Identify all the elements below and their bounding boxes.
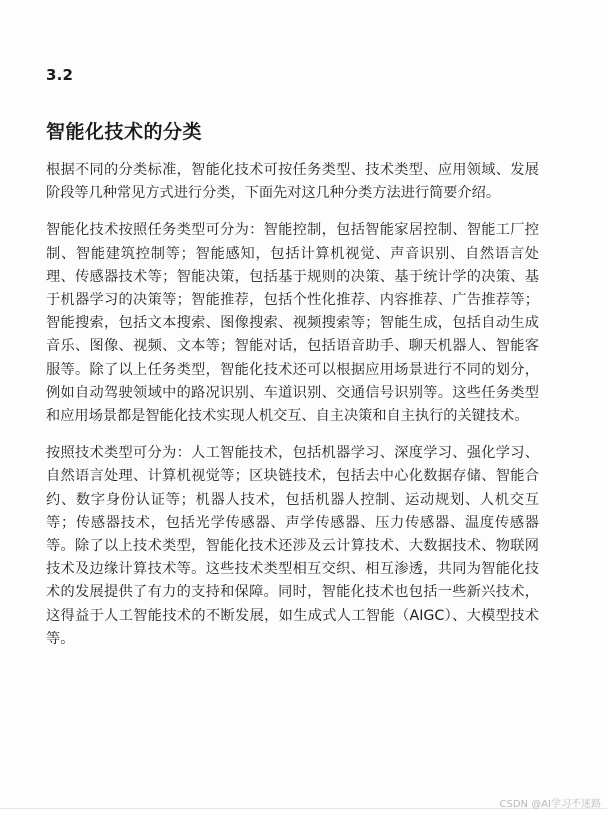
- paragraph-technology-types: 按照技术类型可分为：人工智能技术，包括机器学习、深度学习、强化学习、自然语言处理、计算机视觉等；区块链技术，包括去中心化数据存储、智能合约、数字身份认证等；机器人技术，包括机器人控制、运动规划、人机交互等；传感器技术，包括光学传感器、声学传感器、压力传感器、温度传感器等。除了以上技术类型，智能化技术还涉及云计算技术、大数据技术、物联网技术及边缘计算技术等。这些技术类型相互交织、相互渗透，共同为智能化技术的发展提供了有力的支持和保障。同时，智能化技术也包括一些新兴技术，这得益于人工智能技术的不断发展，如生成式人工智能（AIGC）、大模型技术等。: [46, 445, 539, 647]
- paragraph-task-types: 智能化技术按照任务类型可分为：智能控制，包括智能家居控制、智能工厂控制、智能建筑控制等；智能感知，包括计算机视觉、声音识别、自然语言处理、传感器技术等；智能决策，包括基于规则的决策、基于统计学的决策、基于机器学习的决策等；智能推荐，包括个性化推荐、内容推荐、广告推荐等；智能搜索，包括文本搜索、图像搜索、视频搜索等；智能生成，包括自动生成音乐、图像、视频、文本等；智能对话，包括语音助手、聊天机器人、智能客服等。除了以上任务类型，智能化技术还可以根据应用场景进行不同的划分，例如自动驾驶领域中的路况识别、车道识别、交通信号识别等。这些任务类型和应用场景都是智能化技术实现人机交互、自主决策和自主执行的关键技术。: [46, 222, 539, 425]
- paragraph-intro: 根据不同的分类标准，智能化技术可按任务类型、技术类型、应用领域、发展阶段等几种常见方式进行分类，下面先对这几种分类方法进行简要介绍。: [46, 162, 539, 202]
- body-content: [46, 159, 539, 665]
- watermark: CSDN @AI学习不迷路: [499, 799, 601, 810]
- section-title: 智能化技术的分类: [46, 121, 203, 143]
- section-number: 3.2: [46, 66, 74, 84]
